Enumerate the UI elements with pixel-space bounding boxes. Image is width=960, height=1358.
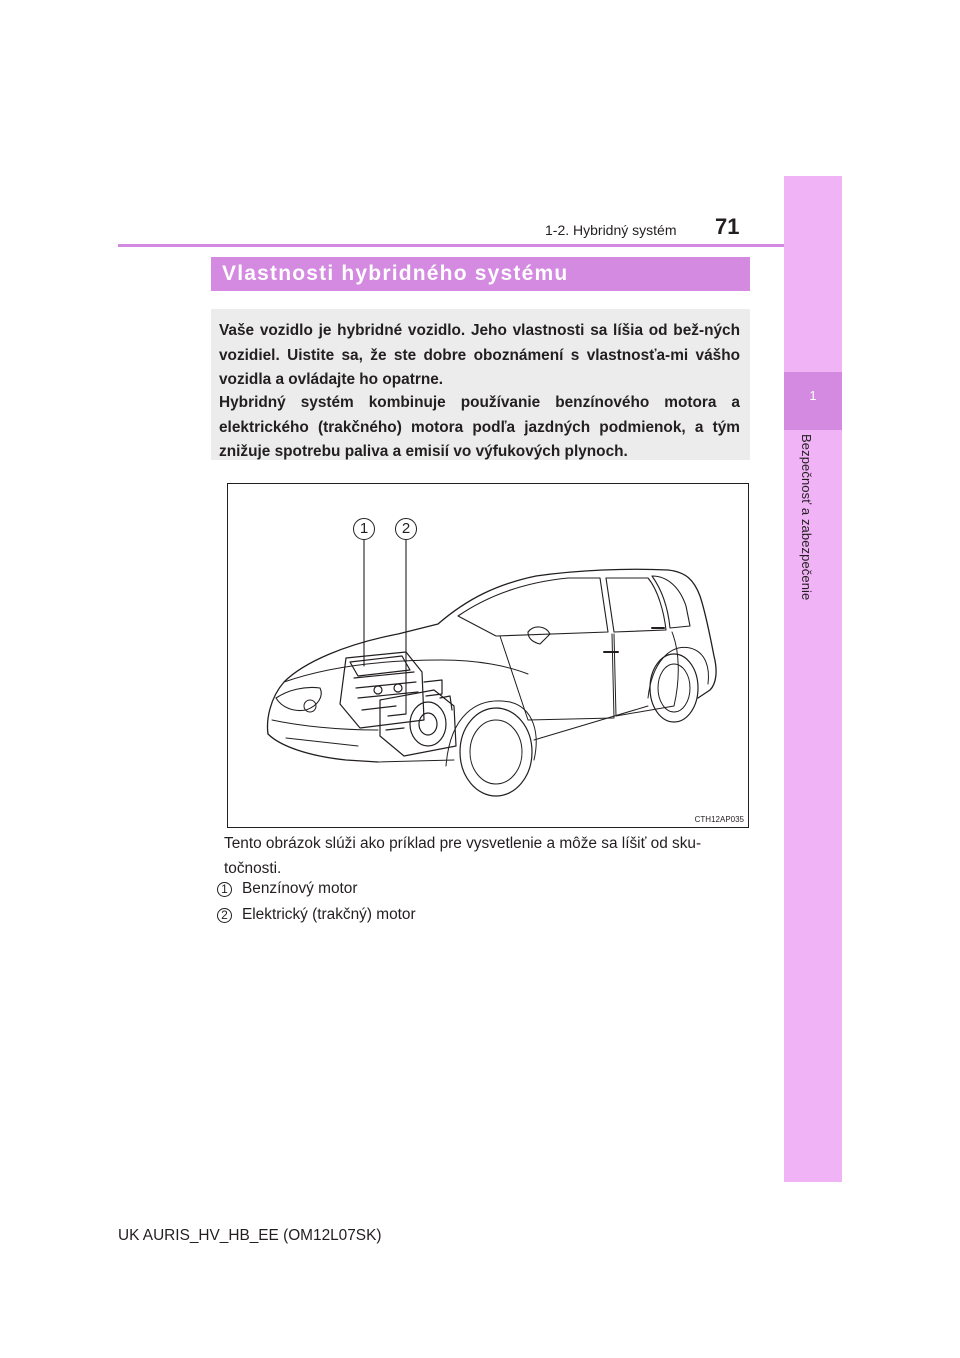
chapter-side-strip: [784, 176, 842, 1182]
chapter-number: 1: [809, 388, 817, 403]
document-footer: UK AURIS_HV_HB_EE (OM12L07SK): [118, 1227, 382, 1244]
section-title-bar: [211, 257, 750, 291]
page-number: 71: [715, 214, 740, 239]
legend-label: Benzínový motor: [242, 880, 358, 897]
legend-number-badge: 2: [217, 908, 232, 923]
callout-2: 2: [395, 518, 417, 540]
hybrid-car-illustration: [227, 483, 749, 828]
legend-item: [217, 906, 416, 924]
header-rule: [118, 244, 784, 247]
intro-paragraph-1: Vaše vozidlo je hybridné vozidlo. Jeho vlastnosti sa líšia od bež-ných vozidiel. Uistite sa, že ste dobre oboznámení s vlastnosťa-mi vášho vozidla a ovládajte ho opatrne.: [219, 322, 740, 388]
chapter-title: Bezpečnosť a zabezpečenie: [799, 434, 814, 601]
section-title: Vlastnosti hybridného systému: [222, 262, 569, 285]
figure-code: CTH12AP035: [694, 815, 744, 824]
legend-label: Elektrický (trakčný) motor: [242, 906, 416, 923]
figure-caption: Tento obrázok slúži ako príklad pre vysvetlenie a môže sa líšiť od sku-točnosti.: [224, 835, 702, 877]
legend-item: [217, 880, 357, 898]
intro-box: [211, 309, 750, 460]
running-header: 1-2. Hybridný systém: [545, 222, 677, 238]
callout-1: 1: [353, 518, 375, 540]
intro-paragraph-2: Hybridný systém kombinuje používanie benzínového motora a elektrického (trakčného) motora podľa jazdných podmienok, a tým znižuje spotrebu paliva a emisií vo výfukových plynoch.: [219, 394, 740, 460]
car-drawing: [228, 484, 748, 827]
legend-number-badge: 1: [217, 882, 232, 897]
